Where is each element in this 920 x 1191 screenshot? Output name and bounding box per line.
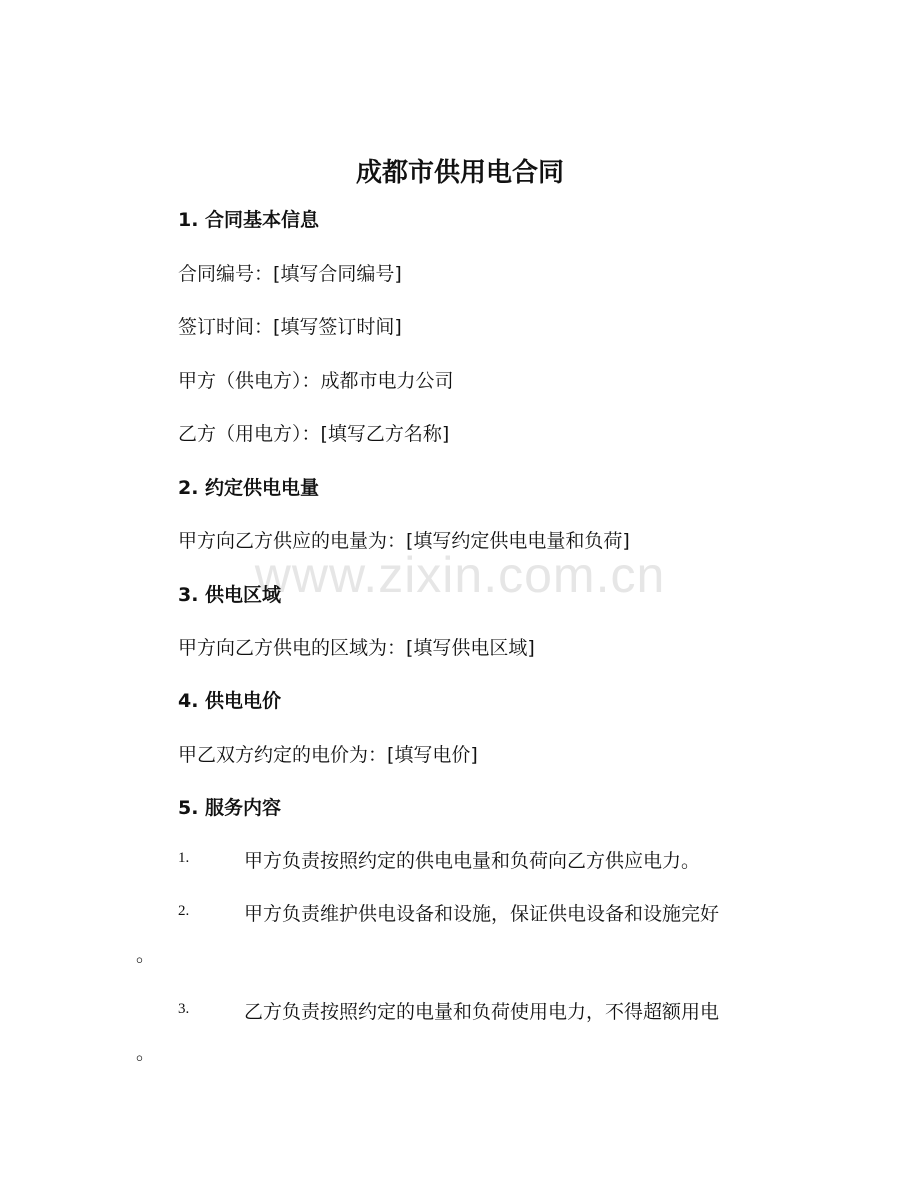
list-item-text: 甲方负责按照约定的供电电量和负荷向乙方供应电力。 <box>244 850 701 872</box>
section-5-heading: 5. 服务内容 <box>178 797 282 819</box>
watermark: www.zixin.com.cn <box>254 547 666 603</box>
list-item-number: 1. <box>178 850 190 866</box>
list-item-wrap-tail: 。 <box>136 944 156 966</box>
section-4-heading: 4. 供电电价 <box>178 690 282 712</box>
electricity-price-line: 甲乙双方约定的电价为：[填写电价] <box>178 744 478 766</box>
list-item-text: 乙方负责按照约定的电量和负荷使用电力，不得超额用电 <box>244 1001 720 1023</box>
list-item-number: 2. <box>178 903 190 919</box>
list-item-wrap-tail: 。 <box>136 1042 156 1064</box>
section-2-heading: 2. 约定供电电量 <box>178 477 320 499</box>
sign-time-line: 签订时间：[填写签订时间] <box>178 316 402 338</box>
section-1-heading: 1. 合同基本信息 <box>178 209 320 231</box>
party-b-line: 乙方（用电方）：[填写乙方名称] <box>178 423 450 445</box>
list-item-number: 3. <box>178 1001 190 1017</box>
supply-amount-line: 甲方向乙方供应的电量为：[填写约定供电电量和负荷] <box>178 530 630 552</box>
contract-number-line: 合同编号：[填写合同编号] <box>178 263 402 285</box>
party-a-line: 甲方（供电方）：成都市电力公司 <box>178 370 454 392</box>
section-3-heading: 3. 供电区域 <box>178 584 282 606</box>
document-title: 成都市供用电合同 <box>355 158 564 188</box>
list-item-text: 甲方负责维护供电设备和设施，保证供电设备和设施完好 <box>244 903 720 925</box>
supply-area-line: 甲方向乙方供电的区域为：[填写供电区域] <box>178 637 535 659</box>
